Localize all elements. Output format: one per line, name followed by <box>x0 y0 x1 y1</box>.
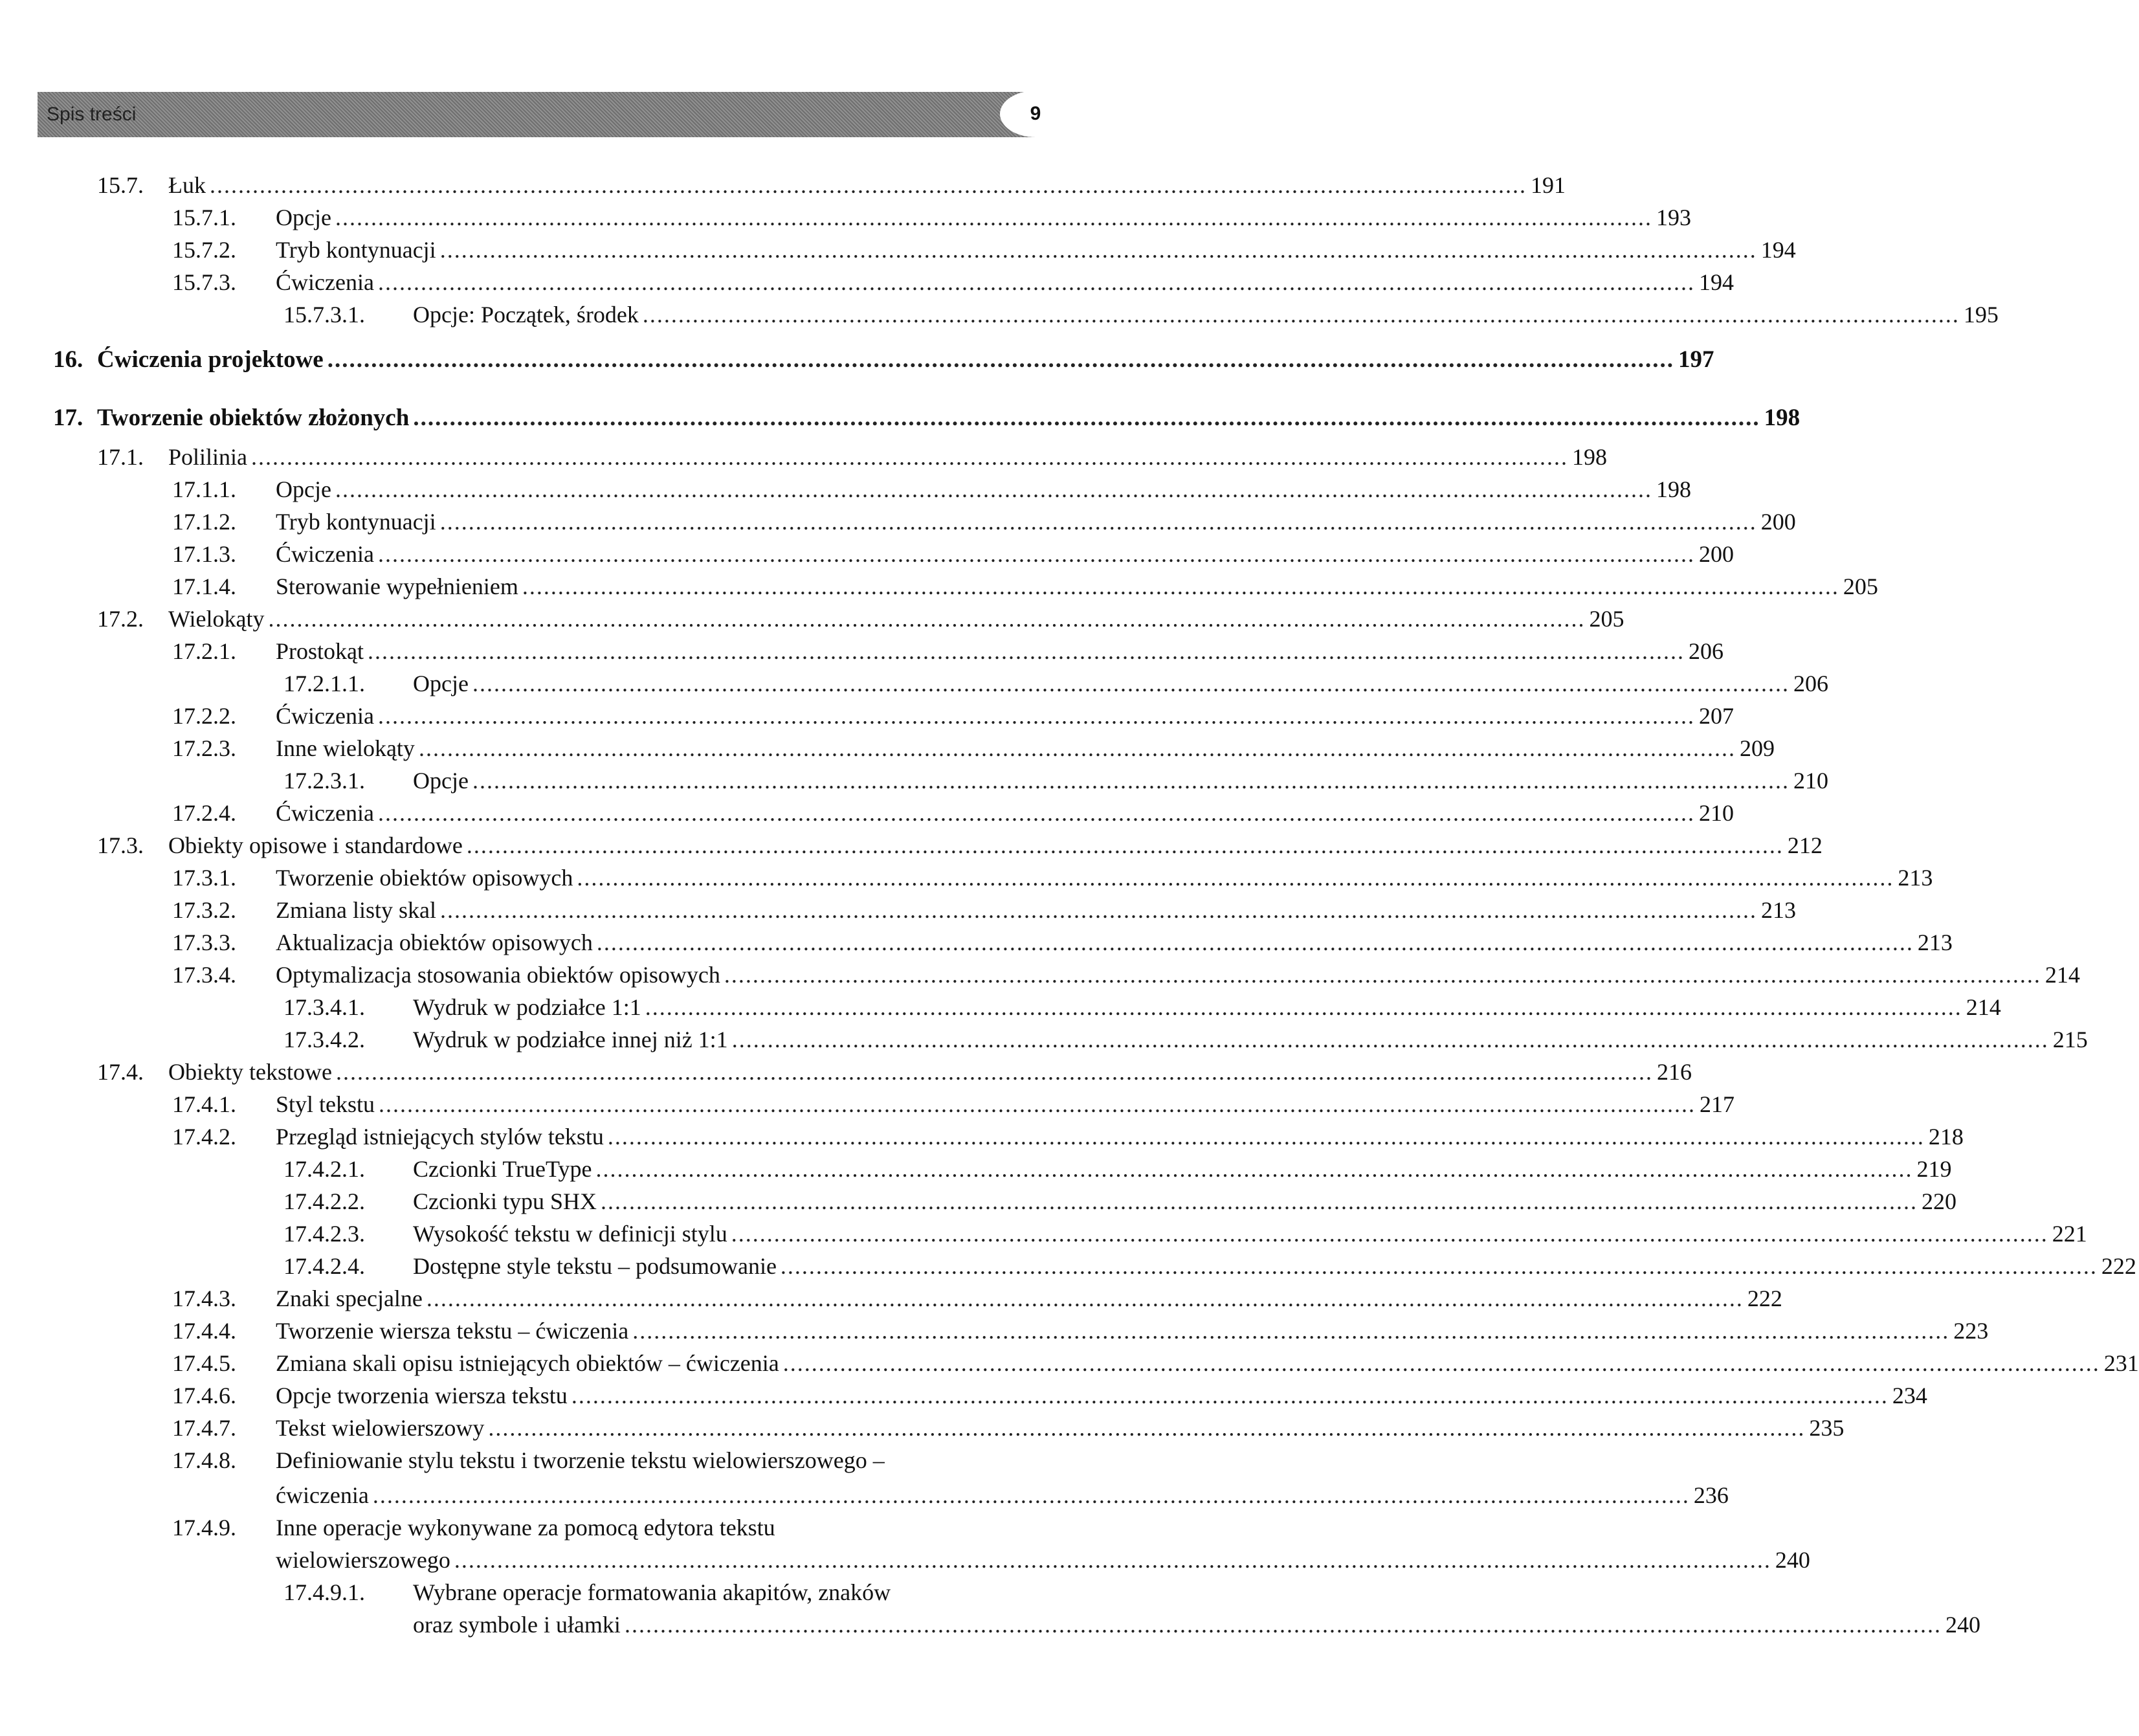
toc-entry[interactable] <box>283 1024 2088 1055</box>
toc-entry[interactable] <box>283 765 1828 796</box>
leader-dots: ......................................................................................................................................................................................... <box>472 768 1790 794</box>
toc-page: 235 <box>1809 1415 1845 1441</box>
toc-number: 15.7. <box>97 172 144 198</box>
leader-dots: ......................................................................................................................................................................................... <box>439 897 1757 923</box>
toc-number: 17.1.2. <box>172 509 236 535</box>
toc-page: 205 <box>1843 573 1878 599</box>
toc-page: 214 <box>2045 962 2080 988</box>
toc-entry[interactable] <box>172 202 1691 233</box>
toc-title: Tryb kontynuacji <box>276 509 436 535</box>
toc-title-line2: ćwiczenia <box>276 1482 369 1508</box>
toc-number: 17.3.1. <box>172 865 236 891</box>
toc-number: 16. <box>53 346 83 373</box>
toc-page: 207 <box>1698 703 1734 729</box>
toc-number: 17.3.2. <box>172 897 236 923</box>
toc-title: Obiekty opisowe i standardowe <box>168 832 463 858</box>
toc-number: 17.3.4.1. <box>283 994 365 1020</box>
toc-entry[interactable] <box>97 441 1608 473</box>
toc-number: 17.4.2.1. <box>283 1156 365 1182</box>
toc-page: 219 <box>1916 1156 1952 1182</box>
leader-dots: ......................................................................................................................................................................................... <box>454 1547 1771 1573</box>
leader-dots: ......................................................................................................................................................................................... <box>522 573 1839 599</box>
toc-page: 205 <box>1589 606 1624 632</box>
toc-title: Czcionki TrueType <box>413 1156 592 1182</box>
toc-number: 17.3.4. <box>172 962 236 988</box>
toc-page: 193 <box>1656 205 1691 230</box>
toc-entry[interactable] <box>283 299 1999 330</box>
toc-title: Obiekty tekstowe <box>168 1059 332 1085</box>
toc-entry[interactable] <box>172 267 1734 298</box>
toc-title: Opcje <box>276 476 331 502</box>
header-band <box>38 92 1067 137</box>
toc-page: 240 <box>1945 1612 1980 1638</box>
toc-title: Inne wielokąty <box>276 735 415 761</box>
toc-entry[interactable] <box>172 1315 1989 1346</box>
toc-number: 17.2.3.1. <box>283 768 365 794</box>
toc-page: 216 <box>1656 1059 1692 1085</box>
toc-entry[interactable] <box>172 959 2080 990</box>
leader-dots: ......................................................................................................................................................................................... <box>624 1612 1942 1638</box>
toc-page: 217 <box>1700 1091 1735 1117</box>
leader-dots: ......................................................................................................................................................................................... <box>372 1482 1690 1508</box>
toc-page: 213 <box>1898 865 1933 891</box>
leader-dots: ......................................................................................................................................................................................... <box>377 800 1695 826</box>
leader-dots: ......................................................................................................................................................................................... <box>439 509 1757 535</box>
toc-page: 200 <box>1698 541 1734 567</box>
toc-page: 198 <box>1764 405 1801 431</box>
toc-page: 198 <box>1572 444 1608 470</box>
toc-entry[interactable] <box>172 700 1734 731</box>
toc-page: 215 <box>2052 1027 2088 1052</box>
toc-entry[interactable] <box>97 170 1566 201</box>
toc-number: 15.7.3.1. <box>283 302 365 328</box>
leader-dots: ......................................................................................................................................................................................... <box>251 444 1569 470</box>
toc-title: Prostokąt <box>276 638 364 664</box>
toc-page: 212 <box>1787 832 1823 858</box>
toc-title: Opcje <box>413 671 469 696</box>
toc-entry[interactable] <box>172 539 1734 570</box>
toc-number: 17.4.7. <box>172 1415 236 1441</box>
toc-entry[interactable] <box>283 1186 1956 1217</box>
toc-entry[interactable] <box>283 1218 2087 1249</box>
toc-page: 236 <box>1693 1482 1729 1508</box>
toc-entry[interactable] <box>97 830 1823 861</box>
toc-entry[interactable] <box>283 668 1828 699</box>
toc-title: Opcje <box>413 768 469 794</box>
toc-entry[interactable] <box>172 927 1953 958</box>
toc-page: 209 <box>1739 735 1775 761</box>
toc-page: 213 <box>1760 897 1796 923</box>
toc-entry[interactable] <box>283 1153 1952 1185</box>
toc-number: 17. <box>53 405 83 431</box>
toc-title: Tworzenie wiersza tekstu – ćwiczenia <box>276 1318 629 1344</box>
toc-number: 17.3. <box>97 832 144 858</box>
leader-dots: ......................................................................................................................................................................................... <box>601 1188 1918 1214</box>
toc-number: 17.4.3. <box>172 1285 236 1311</box>
toc-number: 17.3.3. <box>172 929 236 955</box>
toc-title: Wydruk w podziałce innej niż 1:1 <box>413 1027 728 1052</box>
toc-number: 17.2.1. <box>172 638 236 664</box>
toc-entry[interactable] <box>172 636 1724 667</box>
leader-dots: ......................................................................................................................................................................................... <box>577 865 1894 891</box>
toc-page: 198 <box>1656 476 1691 502</box>
toc-title: Opcje <box>276 205 331 230</box>
toc-page: 210 <box>1698 800 1734 826</box>
toc-number: 17.4.6. <box>172 1383 236 1408</box>
toc-title: Polilinia <box>168 444 248 470</box>
toc-number: 17.2.3. <box>172 735 236 761</box>
toc-number: 17.4.2.3. <box>283 1221 365 1247</box>
toc-page: 221 <box>2052 1221 2087 1247</box>
leader-dots: ......................................................................................................................................................................................... <box>596 929 1914 955</box>
toc-page: 195 <box>1963 302 1999 328</box>
toc-page: 206 <box>1689 638 1724 664</box>
toc-entry[interactable] <box>172 506 1796 537</box>
toc-page: 206 <box>1793 671 1828 696</box>
leader-dots: ......................................................................................................................................................................................... <box>595 1156 1913 1182</box>
toc-number: 17.2.1.1. <box>283 671 365 696</box>
toc-entry[interactable] <box>172 474 1691 505</box>
toc-page: 197 <box>1678 346 1714 373</box>
toc-entry[interactable] <box>172 733 1775 764</box>
toc-number: 17.4.9. <box>172 1515 236 1541</box>
toc-page: 191 <box>1531 172 1566 198</box>
toc-entry[interactable] <box>172 1283 1782 1314</box>
leader-dots: ......................................................................................................................................................................................... <box>571 1383 1889 1408</box>
toc-number: 15.7.3. <box>172 269 236 295</box>
toc-page: 222 <box>1747 1285 1782 1311</box>
leader-dots: ......................................................................................................................................................................................... <box>379 1091 1696 1117</box>
toc-page: 194 <box>1760 237 1796 263</box>
toc-entry[interactable] <box>172 1380 1927 1411</box>
leader-dots: ......................................................................................................................................................................................... <box>418 735 1736 761</box>
toc-page: 218 <box>1928 1124 1964 1150</box>
toc-title: Wielokąty <box>168 606 265 632</box>
toc-title: Styl tekstu <box>276 1091 375 1117</box>
toc-title: Optymalizacja stosowania obiektów opisowych <box>276 962 720 988</box>
leader-dots: ......................................................................................................................................................................................... <box>724 962 2041 988</box>
leader-dots: ......................................................................................................................................................................................... <box>426 1285 1744 1311</box>
toc-title: Ćwiczenia <box>276 800 374 826</box>
toc-page: 220 <box>1922 1188 1956 1214</box>
toc-title: Wydruk w podziałce 1:1 <box>413 994 641 1020</box>
toc-number: 17.4.9.1. <box>283 1579 365 1605</box>
toc-number: 17.1. <box>97 444 144 470</box>
toc-title-line1[interactable]: Inne operacje wykonywane za pomocą edytora tekstu <box>276 1515 775 1541</box>
toc-number: 17.1.4. <box>172 573 236 599</box>
toc-title: Przegląd istniejących stylów tekstu <box>276 1124 604 1150</box>
toc-number: 17.2.4. <box>172 800 236 826</box>
toc-title: Tworzenie obiektów opisowych <box>276 865 573 891</box>
toc-number: 17.1.1. <box>172 476 236 502</box>
leader-dots: ......................................................................................................................................................................................... <box>780 1253 2098 1279</box>
toc-page: 210 <box>1793 768 1828 794</box>
leader-dots: ......................................................................................................................................................................................... <box>327 346 1674 373</box>
leader-dots: ......................................................................................................................................................................................... <box>488 1415 1806 1441</box>
toc-title-line1[interactable]: Definiowanie stylu tekstu i tworzenie tekstu wielowierszowego – <box>276 1447 885 1473</box>
toc-title: Ćwiczenia projektowe <box>97 346 324 373</box>
toc-number: 17.4. <box>97 1059 144 1085</box>
toc-page: 213 <box>1917 929 1953 955</box>
toc-entry-continuation[interactable] <box>276 1544 1810 1575</box>
toc-page: 234 <box>1892 1383 1927 1408</box>
toc-number: 17.4.5. <box>172 1350 236 1376</box>
toc-entry[interactable] <box>172 862 1933 893</box>
toc-number: 17.2. <box>97 606 144 632</box>
leader-dots: ......................................................................................................................................................................................... <box>335 205 1652 230</box>
toc-number: 17.1.3. <box>172 541 236 567</box>
toc-number: 17.4.4. <box>172 1318 236 1344</box>
toc-chapter-entry[interactable] <box>53 344 1714 375</box>
toc-title: Ćwiczenia <box>276 541 374 567</box>
toc-title: Łuk <box>168 172 206 198</box>
toc-title: Aktualizacja obiektów opisowych <box>276 929 593 955</box>
toc-title: Zmiana listy skal <box>276 897 436 923</box>
toc-title: Tekst wielowierszowy <box>276 1415 485 1441</box>
toc-page: 222 <box>2101 1253 2136 1279</box>
leader-dots: ......................................................................................................................................................................................... <box>335 476 1652 502</box>
leader-dots: ......................................................................................................................................................................................... <box>335 1059 1653 1085</box>
leader-dots: ......................................................................................................................................................................................... <box>466 832 1784 858</box>
toc-page: 214 <box>1966 994 2001 1020</box>
toc-number: 17.4.1. <box>172 1091 236 1117</box>
toc-entry[interactable] <box>172 1412 1845 1443</box>
toc-entry[interactable] <box>172 234 1796 265</box>
leader-dots: ......................................................................................................................................................................................... <box>645 994 1962 1020</box>
leader-dots: ......................................................................................................................................................................................... <box>439 237 1757 263</box>
toc-number: 17.4.8. <box>172 1447 236 1473</box>
leader-dots: ......................................................................................................................................................................................... <box>642 302 1960 328</box>
toc-title: Ćwiczenia <box>276 269 374 295</box>
toc-title: Tworzenie obiektów złożonych <box>97 405 410 431</box>
leader-dots: ......................................................................................................................................................................................... <box>368 638 1685 664</box>
toc-page: 231 <box>2103 1350 2139 1376</box>
toc-entry[interactable] <box>283 992 2001 1023</box>
toc-number: 17.4.2.2. <box>283 1188 365 1214</box>
toc-entry-continuation[interactable] <box>276 1480 1729 1511</box>
toc-entry[interactable] <box>97 1056 1692 1087</box>
toc-page: 194 <box>1698 269 1734 295</box>
toc-number: 15.7.2. <box>172 237 236 263</box>
toc-title: Dostępne style tekstu – podsumowanie <box>413 1253 777 1279</box>
toc-entry[interactable] <box>172 895 1796 926</box>
leader-dots: ......................................................................................................................................................................................... <box>731 1221 2048 1247</box>
leader-dots: ......................................................................................................................................................................................... <box>413 405 1760 431</box>
toc-entry[interactable] <box>172 1089 1735 1120</box>
toc-title: Tryb kontynuacji <box>276 237 436 263</box>
toc-title-line2: wielowierszowego <box>276 1547 450 1573</box>
toc-page: 223 <box>1953 1318 1989 1344</box>
toc-number: 17.3.4.2. <box>283 1027 365 1052</box>
toc-title-line1[interactable]: Wybrane operacje formatowania akapitów, znaków <box>413 1579 891 1605</box>
leader-dots: ......................................................................................................................................................................................... <box>377 269 1695 295</box>
toc-entry[interactable] <box>172 1121 1964 1152</box>
leader-dots: ......................................................................................................................................................................................... <box>632 1318 1950 1344</box>
toc-title: Zmiana skali opisu istniejących obiektów – ćwiczenia <box>276 1350 779 1376</box>
toc-number: 17.4.2. <box>172 1124 236 1150</box>
toc-entry[interactable] <box>172 571 1878 602</box>
toc-entry[interactable] <box>97 603 1624 634</box>
toc-chapter-entry[interactable] <box>53 403 1801 434</box>
leader-dots: ......................................................................................................................................................................................... <box>782 1350 2100 1376</box>
toc-number: 17.4.2.4. <box>283 1253 365 1279</box>
page-number: 9 <box>1000 91 1071 137</box>
toc-title: Wysokość tekstu w definicji stylu <box>413 1221 727 1247</box>
toc-title: Znaki specjalne <box>276 1285 423 1311</box>
toc-entry[interactable] <box>283 1251 2136 1282</box>
toc-number: 17.2.2. <box>172 703 236 729</box>
toc-entry-continuation[interactable] <box>413 1609 1980 1640</box>
toc-title: Opcje: Początek, środek <box>413 302 639 328</box>
leader-dots: ......................................................................................................................................................................................... <box>268 606 1586 632</box>
running-header-title: Spis treści <box>47 104 137 125</box>
leader-dots: ......................................................................................................................................................................................... <box>377 703 1695 729</box>
toc-page: 200 <box>1760 509 1796 535</box>
leader-dots: ......................................................................................................................................................................................... <box>210 172 1527 198</box>
leader-dots: ......................................................................................................................................................................................... <box>472 671 1790 696</box>
leader-dots: ......................................................................................................................................................................................... <box>731 1027 2049 1052</box>
toc-title-line2: oraz symbole i ułamki <box>413 1612 621 1638</box>
leader-dots: ......................................................................................................................................................................................... <box>607 1124 1925 1150</box>
toc-title: Opcje tworzenia wiersza tekstu <box>276 1383 568 1408</box>
toc-title: Sterowanie wypełnieniem <box>276 573 518 599</box>
toc-title: Ćwiczenia <box>276 703 374 729</box>
toc-page: 240 <box>1775 1547 1810 1573</box>
toc-title: Czcionki typu SHX <box>413 1188 597 1214</box>
toc-number: 15.7.1. <box>172 205 236 230</box>
toc-entry[interactable] <box>172 1348 2139 1379</box>
toc-entry[interactable] <box>172 797 1734 829</box>
leader-dots: ......................................................................................................................................................................................... <box>377 541 1695 567</box>
